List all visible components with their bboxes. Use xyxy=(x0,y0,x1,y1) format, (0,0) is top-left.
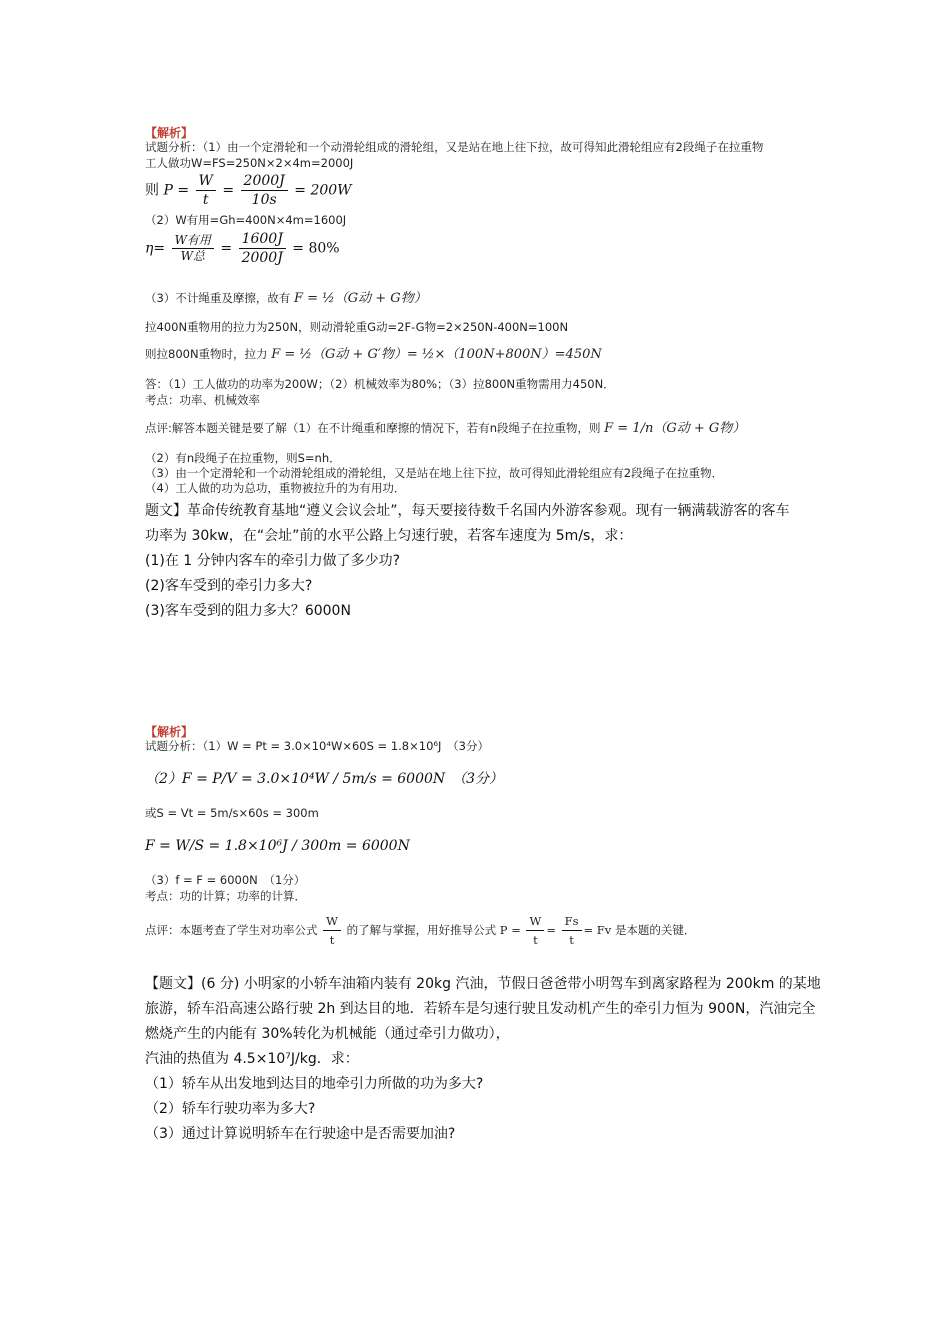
fraction xyxy=(239,230,286,267)
analysis-1-line: （3）由一个定滑轮和一个动滑轮组成的滑轮组，又是站在地上往下拉，故可得知此滑轮组应有2段绳子在拉重物． xyxy=(145,466,724,480)
formula: F = ½（G动 + G′物）= ½×（100N+800N）=450N xyxy=(271,347,602,362)
analysis-1-line: 考点：功率、机械效率 xyxy=(145,393,260,407)
eq-result: 80% xyxy=(308,240,340,257)
question-1-text: 功率为 30kw，在“会址”前的水平公路上匀速行驶，若客车速度为 5m/s，求： xyxy=(145,528,633,544)
numerator: W有用 xyxy=(172,233,214,249)
equation-efficiency: η= $\frac{\text{W有用}}{\text{W总}}$ = $\frac{1600J}{2000J}$ = 80% xyxy=(145,231,340,266)
question-2-item: （3）通过计算说明轿车在行驶途中是否需要加油? xyxy=(145,1126,456,1142)
denominator: 2000J xyxy=(241,250,283,266)
analysis-2-line: 点评：本题考查了学生对功率公式 $\frac{W}{t}$ 的了解与掌握，用好推导公式 P = $\frac{W}{t}$ = $\frac{Fs}{t}$ = Fv 是本题的关键． xyxy=(145,914,696,947)
analysis-1-line: （2）W有用=Gh=400N×4m=1600J xyxy=(145,213,347,227)
analysis-2-line: 试题分析：（1）W = Pt = 3.0×10⁴W×60S = 1.8×10⁶J （3分） xyxy=(145,739,489,753)
equation-force-2: F = W/S = 1.8×10⁶J / 300m = 6000N xyxy=(145,838,410,854)
analysis-1-line xyxy=(145,291,427,306)
eq-result: 200W xyxy=(310,182,352,199)
text-segment: （3）不计绳重及摩擦，故有 xyxy=(145,291,291,305)
formula: F = ½（G动 + G物） xyxy=(293,291,427,306)
analysis-2-line: 或S = Vt = 5m/s×60s = 300m xyxy=(145,806,319,820)
numerator: 1600J xyxy=(239,230,286,249)
analysis-1-line: （4）工人做的功为总功，重物被拉升的为有用功． xyxy=(145,481,406,495)
analysis-1-line: （2）有n段绳子在拉重物，则S=nh． xyxy=(145,451,341,465)
analysis-1-line: 试题分析：（1）由一个定滑轮和一个动滑轮组成的滑轮组，又是站在地上往下拉，故可得知此滑轮组应有2段绳子在拉重物 xyxy=(145,140,764,154)
eq-lhs: P xyxy=(163,182,173,199)
fraction xyxy=(241,172,288,209)
formula: F = 1/n（G动 + G物） xyxy=(604,421,746,436)
equation-power: 则 P = $\frac{W}{t}$ = $\frac{2000J}{10s}$ = 200W xyxy=(145,173,352,208)
question-2-text: 燃烧产生的内能有 30%转化为机械能（通过牵引力做功）， xyxy=(145,1026,510,1042)
numerator: W xyxy=(196,172,216,191)
fraction xyxy=(172,233,214,264)
fraction-work: $\frac{W}{t}$ xyxy=(526,912,544,949)
question-1-item: (1)在 1 分钟内客车的牵引力做了多少功? xyxy=(145,553,401,569)
analysis-2-line: （3）f = F = 6000N （1分） xyxy=(145,873,306,887)
analysis-2-line: 考点：功的计算；功率的计算． xyxy=(145,889,306,903)
question-2-item: （2）轿车行驶功率为多大? xyxy=(145,1101,316,1117)
analysis-1-line: 工人做功W=FS=250N×2×4m=2000J xyxy=(145,156,354,170)
fraction-power: $\frac{W}{t}$ xyxy=(323,912,341,949)
question-2-item: （1）轿车从出发地到达目的地牵引力所做的功为多大? xyxy=(145,1076,484,1092)
eq-prefix: 则 xyxy=(145,182,159,199)
text-segment: 是本题的关键． xyxy=(614,923,696,937)
numerator: 2000J xyxy=(241,172,288,191)
analysis-tag-1: 【解析】 xyxy=(145,126,194,140)
analysis-1-line xyxy=(145,347,602,362)
question-2-text: 汽油的热值为 4.5×10⁷J/kg．求： xyxy=(145,1051,359,1067)
denominator: W总 xyxy=(180,249,205,263)
equation-force-1: （2）F = P/V = 3.0×10⁴W / 5m/s = 6000N （3分） xyxy=(145,771,504,787)
analysis-1-line: 拉400N重物用的拉力为250N，则动滑轮重G动=2F-G物=2×250N-400N=100N xyxy=(145,320,569,334)
text-segment: 点评:解答本题关键是要了解（1）在不计绳重和摩擦的情况下，若有n段绳子在拉重物，则 xyxy=(145,421,601,435)
analysis-1-line xyxy=(145,421,745,436)
question-1-item: (2)客车受到的牵引力多大? xyxy=(145,578,313,594)
text-segment: 点评：本题考查了学生对功率公式 xyxy=(145,923,318,937)
analysis-1-line: 答：（1）工人做功的功率为200W；（2）机械效率为80%；（3）拉800N重物需用力450N． xyxy=(145,377,615,391)
denominator: t xyxy=(202,192,209,208)
question-1-text: 题文】革命传统教育基地“遵义会议会址”，每天要接待数千名国内外游客参观。现有一辆满载游客的客车 xyxy=(145,503,790,519)
question-2-text: 旅游，轿车沿高速公路行驶 2h 到达目的地．若轿车是匀速行驶且发动机产生的牵引力恒为 900N，汽油完全 xyxy=(145,1001,816,1017)
fraction-fs: $\frac{Fs}{t}$ xyxy=(562,912,582,949)
question-2-text: 【题文】(6 分) 小明家的小轿车油箱内装有 20kg 汽油，节假日爸爸带小明驾车到离家路程为 200km 的某地 xyxy=(145,976,821,992)
fraction xyxy=(196,172,216,209)
eq-lhs: η xyxy=(145,240,154,257)
analysis-tag-2: 【解析】 xyxy=(145,725,194,739)
text-segment: 的了解与掌握，用好推导公式 xyxy=(346,923,497,937)
denominator: 10s xyxy=(251,192,277,208)
question-1-item: (3)客车受到的阻力多大？6000N xyxy=(145,603,351,619)
text-segment: 则拉800N重物时，拉力 xyxy=(145,347,268,361)
